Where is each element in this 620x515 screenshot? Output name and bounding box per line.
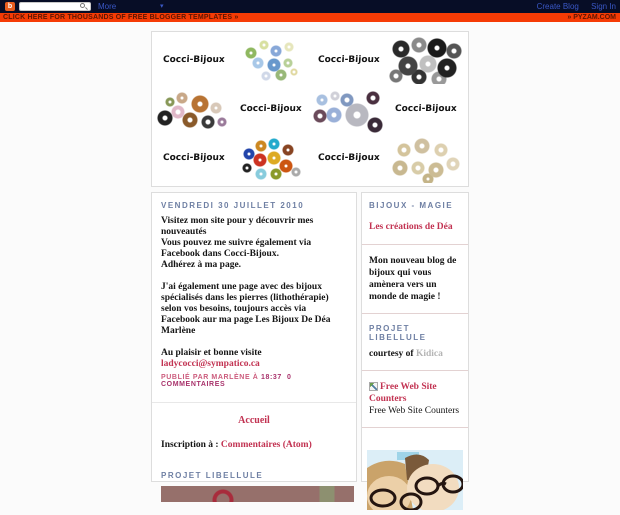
header-photo-multicolor-crystals [233,134,311,183]
bijoux-magie-description: Mon nouveau blog de bijoux qui vous amènera vers un monde de magie ! [369,256,457,302]
post-comments-link[interactable]: 0 COMMENTAIRES [161,374,292,388]
post-timestamp-link[interactable]: 18:37 [260,374,282,381]
blog-title: Cocci-Bijoux [317,153,380,164]
create-blog-link[interactable]: Create Blog [536,2,579,11]
header-brand-tile [155,35,233,84]
blog-title: Cocci-Bijoux [162,54,225,65]
header-brand-tile [388,84,466,133]
main-post-column [151,192,357,482]
free-counter-link[interactable]: Free Web Site Counters [369,382,437,404]
subscribe-atom-link[interactable]: Commentaires (Atom) [220,440,312,450]
sign-in-link[interactable]: Sign In [591,2,616,11]
header-brand-tile [310,134,388,183]
search-icon[interactable] [80,3,85,8]
kidica-link[interactable]: Kidica [415,349,443,359]
banner-left-link[interactable]: CLICK HERE FOR THOUSANDS OF FREE BLOGGER TEMPLATES » [3,14,239,21]
post-paragraph [161,216,347,271]
divider [362,427,468,428]
courtesy-label: courtesy of [369,349,416,359]
post-author-label: PUBLIÉ PAR MARLÈNE À [161,374,259,381]
pyzam-ad-banner[interactable] [0,13,620,22]
header-brand-tile [233,84,311,133]
post-paragraph: J'ai également une page avec des bijoux spécialisés dans les pierres (lithothérapie) selon vos besoins, toujours accès via Facebook aur ma page Les Bijoux De Déa Marlène [161,282,331,336]
counter-caption: Free Web Site Counters [369,406,460,416]
blog-title: Cocci-Bijoux [240,103,303,114]
post-footer [161,374,347,388]
projet-libellule-title: PROJET LIBELLULE [161,471,264,480]
post-line: Au plaisir et bonne visite [161,348,262,358]
post-date-header: VENDREDI 30 JUILLET 2010 [161,201,305,210]
blog-title: Cocci-Bijoux [162,153,225,164]
broken-image-icon [369,382,378,391]
post-line: Visitez mon site pour y découvrir mes nouveautés [161,216,314,237]
sidebar-widget-bijoux-magie-title: BIJOUX - MAGIE [369,201,454,210]
sidebar-widget-projet-libellule-title: PROJET LIBELLULE [369,324,427,342]
header-tile-grid [155,35,465,183]
post-body [161,216,347,370]
post-line: Vous pouvez me suivre également via Facebook dans Cocci-Bijoux. [161,238,312,259]
header-photo-green-blue-crystals [233,35,311,84]
post-paragraph [161,348,347,370]
home-link[interactable]: Accueil [238,415,270,426]
divider [362,244,468,245]
navbar-right-links [527,2,616,11]
divider [362,313,468,314]
header-photo-beige-beads [388,134,466,183]
blog-header [151,31,469,187]
counter-row [369,381,461,405]
header-photo-multicolor-pearls [155,84,233,133]
courtesy-row [369,348,461,360]
profile-photo[interactable] [367,450,463,510]
navbar-more-menu[interactable]: More [98,2,117,11]
chevron-down-icon[interactable]: ▾ [160,3,164,10]
header-photo-black-pearls [388,35,466,84]
divider [362,370,468,371]
divider [152,402,356,403]
projet-libellule-image[interactable] [161,486,354,502]
blog-title: Cocci-Bijoux [395,103,458,114]
subscribe-label: Inscription à : [161,440,221,450]
blogger-logo-icon[interactable]: b [5,2,15,11]
header-brand-tile [310,35,388,84]
post-line: Adhérez à ma page. [161,260,242,270]
email-link[interactable]: ladycocci@sympatico.ca [161,359,260,369]
subscribe-row [161,440,347,451]
blog-title: Cocci-Bijoux [317,54,380,65]
blogger-navbar [0,0,620,13]
header-brand-tile [155,134,233,183]
bijoux-magie-link[interactable]: Les créations de Déa [369,222,453,232]
banner-pyzam-link[interactable]: » PYZAM.COM [567,14,616,21]
header-photo-blue-silver-pearls [310,84,388,133]
sidebar [361,192,469,482]
